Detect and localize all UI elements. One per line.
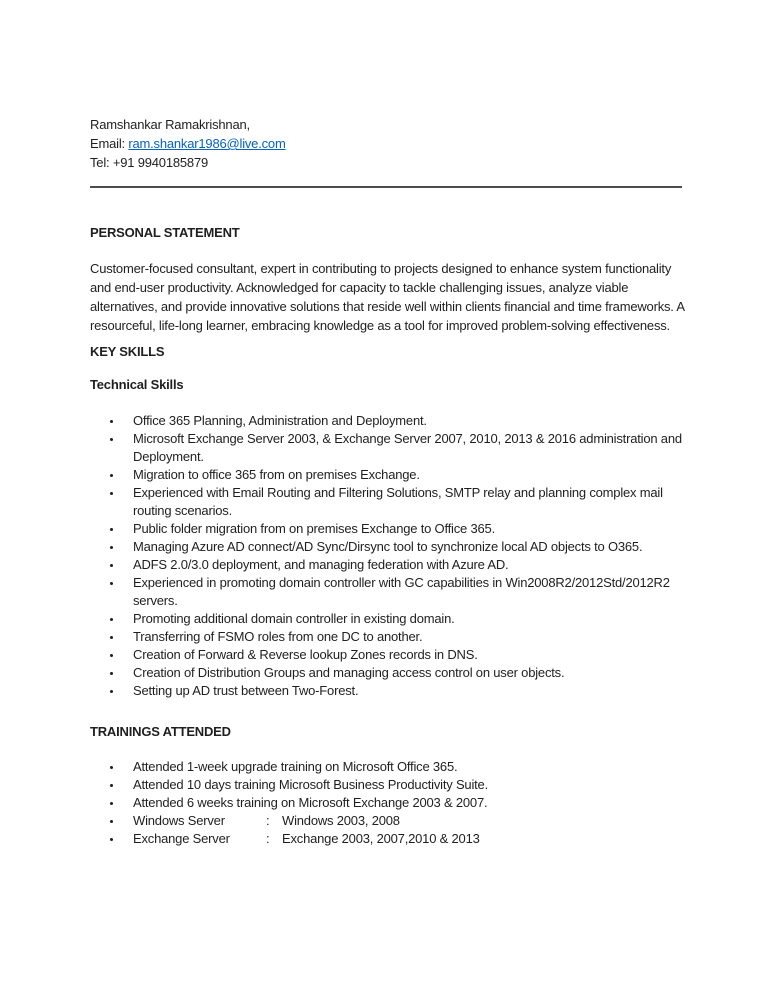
contact-name: Ramshankar Ramakrishnan, [90,117,250,132]
training-item: • Attended 6 weeks training on Microsoft Exchange 2003 & 2007. [123,794,686,812]
section-title-key-skills: KEY SKILLS [90,344,165,359]
contact-tel: Tel: +91 9940185879 [90,155,209,170]
skill-item: • Managing Azure AD connect/AD Sync/Dirsync tool to synchronize local AD objects to O365. [123,538,686,556]
training-item-row [123,812,686,830]
skill-item: • Transferring of FSMO roles from one DC to another. [123,628,686,646]
training-row-value: Exchange 2003, 2007,2010 & 2013 [282,831,480,846]
email-link[interactable]: ram.shankar1986@live.com [128,136,286,151]
training-row-label: Exchange Server [133,831,230,846]
training-item-row [123,830,686,848]
contact-header [90,115,686,172]
skill-item: • Creation of Forward & Reverse lookup Zones records in DNS. [123,646,686,664]
page-content [90,115,686,848]
email-label: Email: [90,136,129,151]
training-row-separator: : [266,831,270,846]
training-row-value: Windows 2003, 2008 [282,813,400,828]
training-row-separator: : [266,813,270,828]
skill-item: • Promoting additional domain controller in existing domain. [123,610,686,628]
skill-item: • Microsoft Exchange Server 2003, & Exchange Server 2007, 2010, 2013 & 2016 administration and Deployment. [123,430,686,466]
skill-item: • Creation of Distribution Groups and managing access control on user objects. [123,664,686,682]
contact-email-line [90,134,686,153]
training-item: • Attended 1-week upgrade training on Microsoft Office 365. [123,758,686,776]
skill-item: • Experienced with Email Routing and Filtering Solutions, SMTP relay and planning complex mail routing scenarios. [123,484,686,520]
skill-item: • ADFS 2.0/3.0 deployment, and managing federation with Azure AD. [123,556,686,574]
skill-item: • Public folder migration from on premises Exchange to Office 365. [123,520,686,538]
skill-item: • Setting up AD trust between Two-Forest. [123,682,686,700]
training-row-label: Windows Server [133,813,225,828]
skill-item: • Office 365 Planning, Administration and Deployment. [123,412,686,430]
training-item: • Attended 10 days training Microsoft Business Productivity Suite. [123,776,686,794]
skill-item: • Migration to office 365 from on premises Exchange. [123,466,686,484]
skill-item: • Experienced in promoting domain controller with GC capabilities in Win2008R2/2012Std/2012R2 servers. [123,574,686,610]
section-title-personal-statement: PERSONAL STATEMENT [90,225,240,240]
personal-statement-text: Customer-focused consultant, expert in contributing to projects designed to enhance system functionality and end-user productivity. Acknowledged for capacity to tackle challenging issues, analyze viable alternatives, and provide innovative solutions that reside well within clients financial and time frameworks. A resourceful, life-long learner, embracing knowledge as a tool for improved problem-solving effectiveness. [90,261,685,333]
header-divider [90,186,682,188]
technical-skills-list [90,412,686,700]
subsection-title-technical-skills: Technical Skills [90,377,184,392]
section-title-trainings: TRAININGS ATTENDED [90,724,231,739]
trainings-list [90,758,686,848]
